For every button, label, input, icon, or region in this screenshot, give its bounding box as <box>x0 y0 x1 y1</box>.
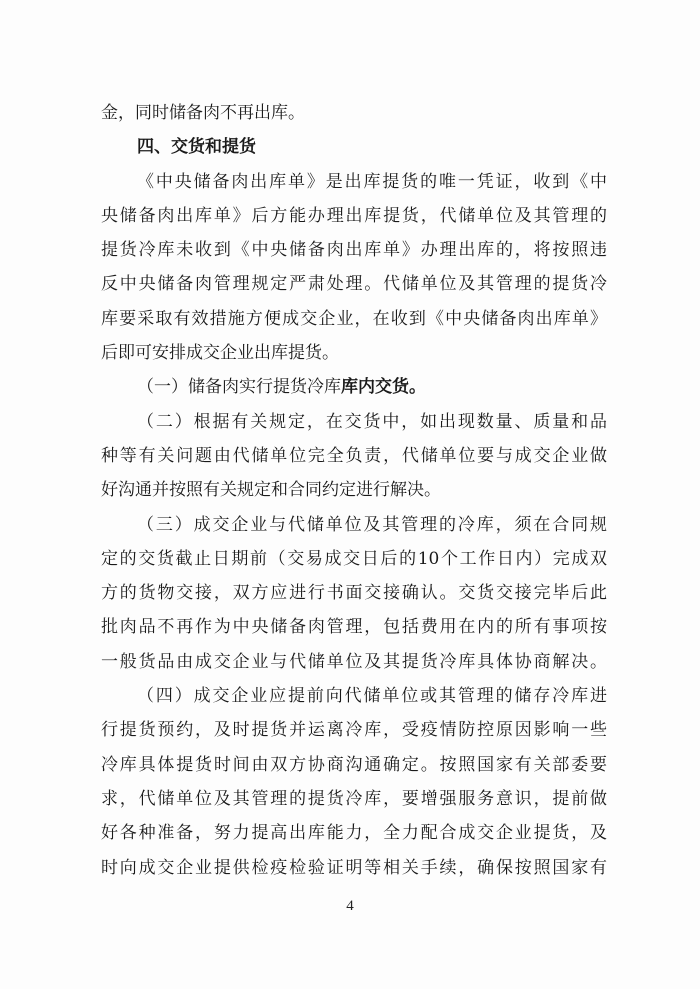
clause-one-bold-text: 库内交货。 <box>341 377 426 398</box>
paragraph-line: （四）成交企业应提前向代储单位或其管理的储存冷库进 <box>137 686 607 707</box>
paragraph-line: 库要采取有效措施方便成交企业，在收到《中央储备肉出库单》 <box>101 308 607 329</box>
paragraph-line: 行提货预约，及时提货并运离冷库，受疫情防控原因影响一些 <box>101 720 607 741</box>
paragraph-line: 好沟通并按照有关规定和合同约定进行解决。 <box>101 480 441 501</box>
page-number: 4 <box>346 898 354 914</box>
paragraph-line: 定的交货截止日期前（交易成交日后的10个工作日内）完成双 <box>101 548 607 569</box>
paragraph-line: 一般货品由成交企业与代储单位及其提货冷库具体协商解决。 <box>101 651 607 672</box>
paragraph-line: 求，代储单位及其管理的提货冷库，要增强服务意识，提前做 <box>101 788 607 809</box>
paragraph-line: 好各种准备，努力提高出库能力，全力配合成交企业提货，及 <box>101 823 607 844</box>
paragraph-line: 种等有关问题由代储单位完全负责，代储单位要与成交企业做 <box>101 445 607 466</box>
paragraph-line: 冷库具体提货时间由双方协商沟通确定。按照国家有关部委要 <box>101 754 607 775</box>
paragraph-line: 金，同时储备肉不再出库。 <box>101 103 305 123</box>
paragraph-line: 后即可安排成交企业出库提货。 <box>101 343 339 364</box>
body-text <box>101 96 607 885</box>
paragraph-line: （三）成交企业与代储单位及其管理的冷库，须在合同规 <box>137 514 607 535</box>
paragraph-line: 提货冷库未收到《中央储备肉出库单》办理出库的，将按照违 <box>101 240 607 261</box>
paragraph-line: 央储备肉出库单》后方能办理出库提货，代储单位及其管理的 <box>101 205 607 226</box>
paragraph-line: （二）根据有关规定，在交货中，如出现数量、质量和品 <box>137 411 607 432</box>
paragraph-line: 时向成交企业提供检疫检验证明等相关手续，确保按照国家有 <box>101 857 607 878</box>
paragraph-line: 《中央储备肉出库单》是出库提货的唯一凭证，收到《中 <box>137 171 607 192</box>
paragraph-line: 批肉品不再作为中央储备肉管理，包括费用在内的所有事项按 <box>101 617 607 638</box>
paragraph-line: 方的货物交接，双方应进行书面交接确认。交货交接完毕后此 <box>101 583 607 604</box>
paragraph-line <box>101 370 607 404</box>
clause-one-text: （一）储备肉实行提货冷库 <box>137 377 341 398</box>
paragraph-line: 反中央储备肉管理规定严肃处理。代储单位及其管理的提货冷 <box>101 274 607 295</box>
section-heading: 四、交货和提货 <box>137 137 256 158</box>
